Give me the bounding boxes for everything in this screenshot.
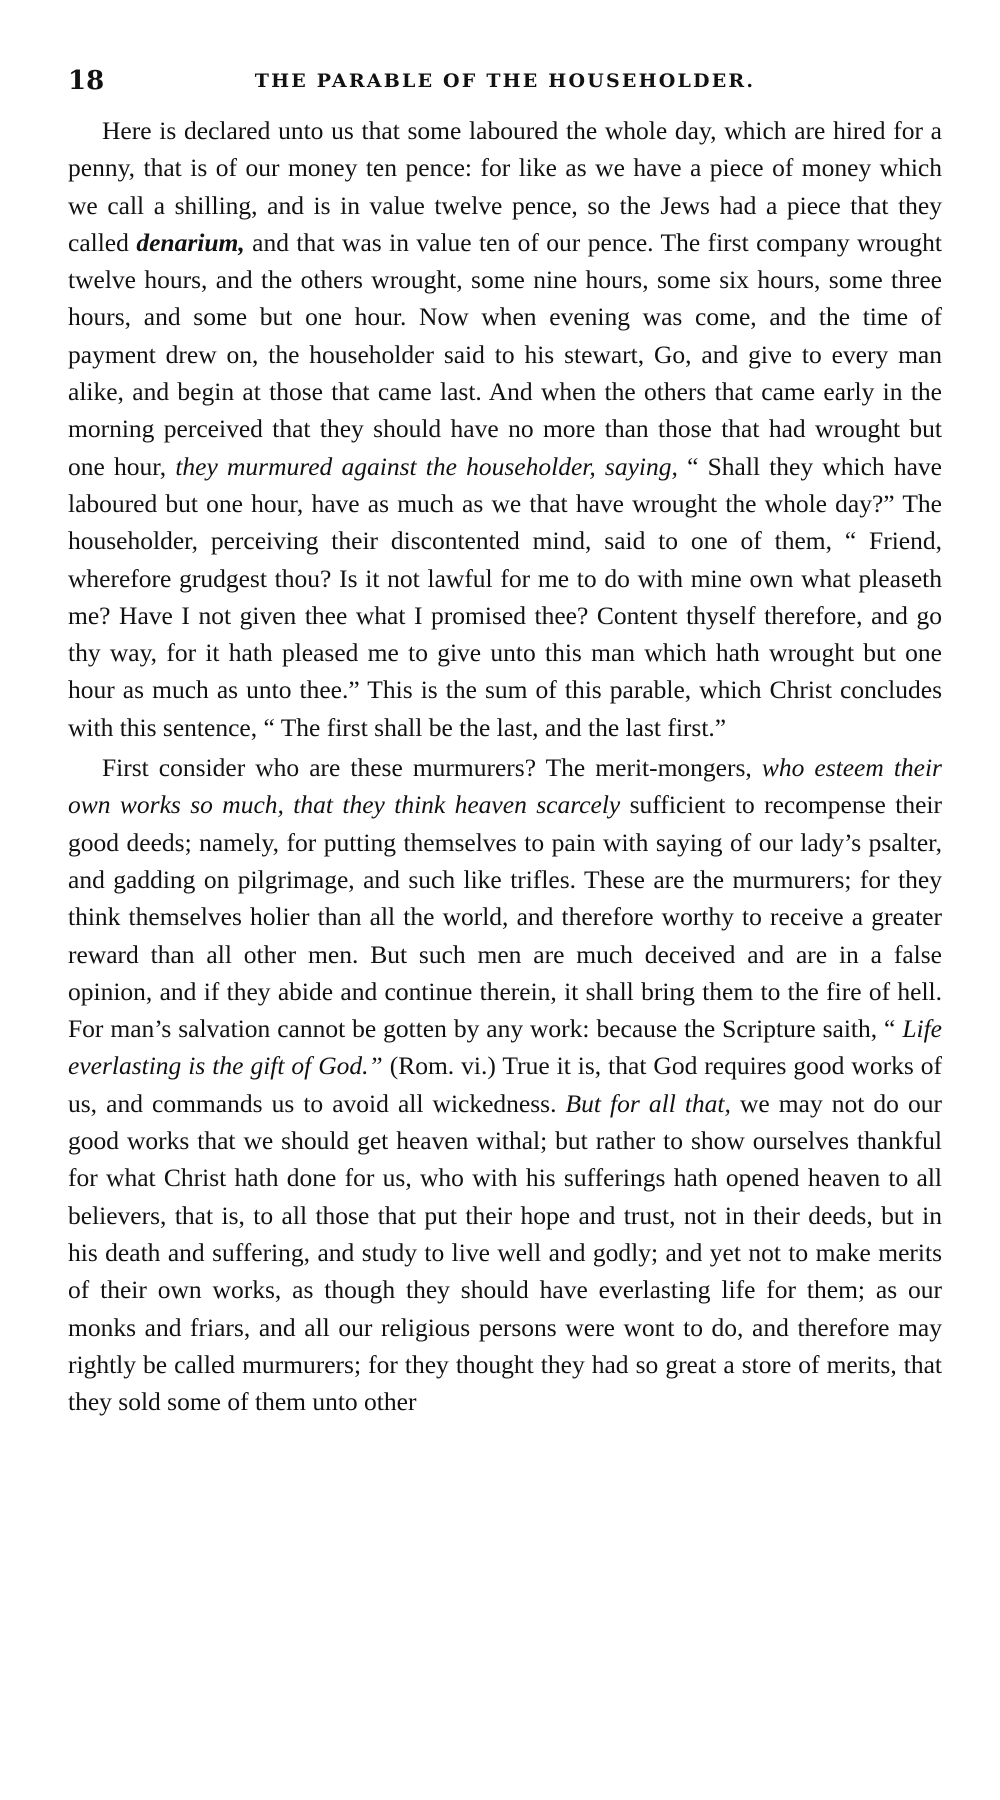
text-run: “ Shall they which have laboured but one hour, have as much as we that have wrought the whole day?” The householder, perceiving their discontented mind, said to one of them, “ Friend, wherefore grudgest thou? Is it not lawful for me to do with mine own what pleaseth me? Have I not given thee what I promised thee? Content thyself therefore, and go thy way, for it hath pleased me to give unto this man which hath wrought but one hour as much as unto thee.” This is the sum of this parable, which Christ concludes with this sentence, “ The first shall be the last, and the last first.” (68, 451, 942, 742)
emphasis-run: who esteem their own works so much, that they think heaven scarcely (68, 753, 942, 820)
emphasis-run: Life everlasting is the gift of God.” (68, 1014, 942, 1081)
emphasis-run: they murmured against the householder, saying, (175, 451, 678, 481)
running-title: THE PARABLE OF THE HOUSEHOLDER. (254, 70, 756, 92)
paragraph (68, 112, 942, 746)
text-run: First consider who are these murmurers? The merit-mongers, (102, 753, 762, 783)
text-run: Here is declared unto us that some laboured the whole day, which are hired for a penny, that is of our money ten pence: for like as we have a piece of money which we call a shilling, and is in value twelve pence, so the Jews had a piece that they called (68, 116, 942, 257)
text-run: sufficient to recompense their good deeds; namely, for putting themselves to pain with saying of our lady’s psalter, and gadding on pilgrimage, and such like trifles. These are the murmurers; for they think themselves holier than all the world, and therefore worthy to receive a greater reward than all other men. But such men are much deceived and are in a false opinion, and if they abide and continue therein, it shall bring them to the fire of hell. For man’s salvation cannot be gotten by any work: because the Scripture saith, “ (68, 790, 942, 1044)
page-number: 18 (68, 66, 105, 96)
emphasis-run: But for all that, (565, 1088, 731, 1118)
text-run: we may not do our good works that we should get heaven withal; but rather to show ourselves thankful for what Christ hath done for us, who with his sufferings hath opened heaven to all believers, that is, to all those that put their hope and trust, not in their deeds, but in his death and suffering, and study to live well and godly; and yet not to make merits of their own works, as though they should have everlasting life for them; as our monks and friars, and all our religious persons were wont to do, and therefore may rightly be called murmurers; for they thought they had so great a store of merits, that they sold some of them unto other (68, 1088, 942, 1417)
paragraph (68, 749, 942, 1420)
text-run: (Rom. vi.) True it is, that God requires good works of us, and commands us to avoid all wickedness. (68, 1051, 942, 1118)
body-text (68, 112, 942, 1420)
emphasis-run: denarium, (136, 227, 245, 257)
running-head (68, 66, 942, 96)
text-run: and that was in value ten of our pence. The first company wrought twelve hours, and the others wrought, some nine hours, some six hours, some three hours, and some but one hour. Now when evening was come, and the time of payment drew on, the householder said to his stewart, Go, and give to every man alike, and begin at those that came last. And when the others that came early in the morning perceived that they should have no more than those that had wrought but one hour, (68, 227, 942, 481)
